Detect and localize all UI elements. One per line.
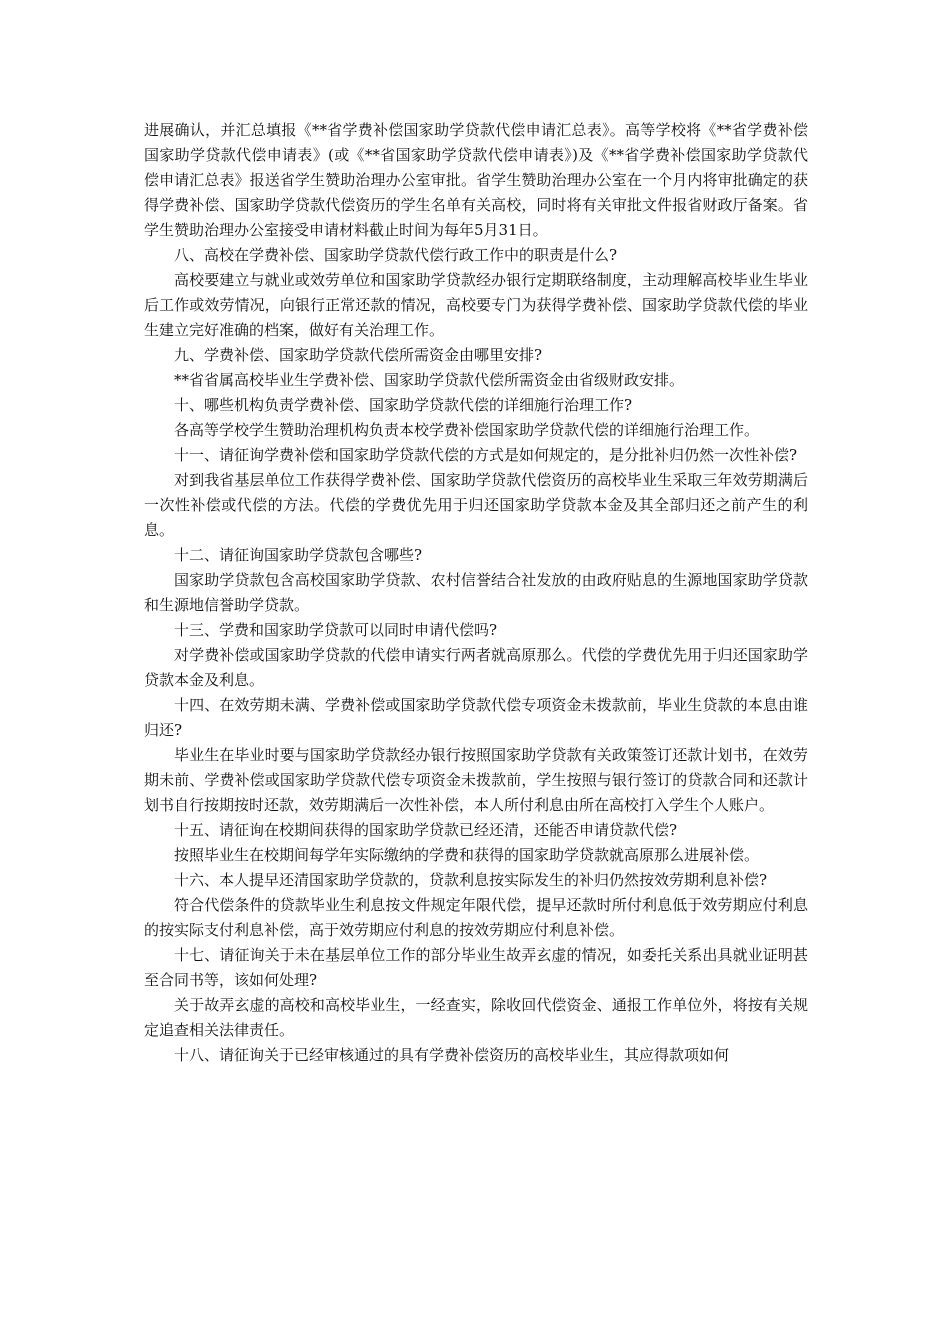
- document-body: [144, 118, 808, 1068]
- answer-17: 关于故弄玄虚的高校和高校毕业生，一经查实，除收回代偿资金、通报工作单位外，将按有关规定追查相关法律责任。: [144, 996, 808, 1039]
- question-16: 十六、本人提早还清国家助学贷款的，贷款利息按实际发生的补归仍然按效劳期利息补偿?: [174, 871, 768, 889]
- question-18: 十八、请征询关于已经审核通过的具有学费补偿资历的高校毕业生，其应得款项如何: [174, 1046, 730, 1064]
- answer-11: 对到我省基层单位工作获得学费补偿、国家助学贷款代偿资历的高校毕业生采取三年效劳期满后一次性补偿或代偿的方法。代偿的学费优先用于归还国家助学贷款本金及其全部归还之前产生的利息。: [144, 471, 808, 539]
- answer-15: 按照毕业生在校期间每学年实际缴纳的学费和获得的国家助学贷款就高原那么进展补偿。: [174, 846, 760, 864]
- paragraph-continuation: 进展确认，并汇总填报《**省学费补偿国家助学贷款代偿申请汇总表》。高等学校将《**省学费补偿国家助学贷款代偿申请表》(或《**省国家助学贷款代偿申请表》)及《**省学费补偿国家助学贷款代偿申请汇总表》报送省学生赞助治理办公室审批。省学生赞助治理办公室在一个月内将审批确定的获得学费补偿、国家助学贷款代偿资历的学生名单有关高校，同时将有关审批文件报省财政厅备案。省学生赞助治理办公室接受申请材料截止时间为每年5月31日。: [144, 121, 808, 239]
- answer-8: 高校要建立与就业或效劳单位和国家助学贷款经办银行定期联络制度，主动理解高校毕业生毕业后工作或效劳情况，向银行正常还款的情况，高校要专门为获得学费补偿、国家助学贷款代偿的毕业生建立完好准确的档案，做好有关治理工作。: [144, 271, 808, 339]
- answer-9: **省省属高校毕业生学费补偿、国家助学贷款代偿所需资金由省级财政安排。: [174, 371, 685, 389]
- answer-16: 符合代偿条件的贷款毕业生利息按文件规定年限代偿，提早还款时所付利息低于效劳期应付利息的按实际支付利息补偿，高于效劳期应付利息的按效劳期应付利息补偿。: [144, 896, 808, 939]
- answer-14: 毕业生在毕业时要与国家助学贷款经办银行按照国家助学贷款有关政策签订还款计划书，在效劳期未前、学费补偿或国家助学贷款代偿专项资金未拨款前，学生按照与银行签订的贷款合同和还款计划书自行按期按时还款，效劳期满后一次性补偿，本人所付利息由所在高校打入学生个人账户。: [144, 746, 808, 814]
- question-10: 十、哪些机构负责学费补偿、国家助学贷款代偿的详细施行治理工作?: [174, 396, 633, 414]
- question-15: 十五、请征询在校期间获得的国家助学贷款已经还清，还能否申请贷款代偿?: [174, 821, 678, 839]
- answer-13: 对学费补偿或国家助学贷款的代偿申请实行两者就高原那么。代偿的学费优先用于归还国家助学贷款本金及利息。: [144, 646, 808, 689]
- question-12: 十二、请征询国家助学贷款包含哪些?: [174, 546, 423, 564]
- question-13: 十三、学费和国家助学贷款可以同时申请代偿吗?: [174, 621, 498, 639]
- answer-10: 各高等学校学生赞助治理机构负责本校学费补偿国家助学贷款代偿的详细施行治理工作。: [174, 421, 760, 439]
- question-8: 八、高校在学费补偿、国家助学贷款代偿行政工作中的职责是什么?: [174, 246, 618, 264]
- question-17: 十七、请征询关于未在基层单位工作的部分毕业生故弄玄虚的情况，如委托关系出具就业证明甚至合同书等，该如何处理?: [144, 946, 808, 989]
- answer-12: 国家助学贷款包含高校国家助学贷款、农村信誉结合社发放的由政府贴息的生源地国家助学贷款和生源地信誉助学贷款。: [144, 571, 808, 614]
- question-14: 十四、在效劳期未满、学费补偿或国家助学贷款代偿专项资金未拨款前，毕业生贷款的本息由谁归还?: [144, 696, 808, 739]
- question-11: 十一、请征询学费补偿和国家助学贷款代偿的方式是如何规定的，是分批补归仍然一次性补偿?: [174, 446, 798, 464]
- question-9: 九、学费补偿、国家助学贷款代偿所需资金由哪里安排?: [174, 346, 543, 364]
